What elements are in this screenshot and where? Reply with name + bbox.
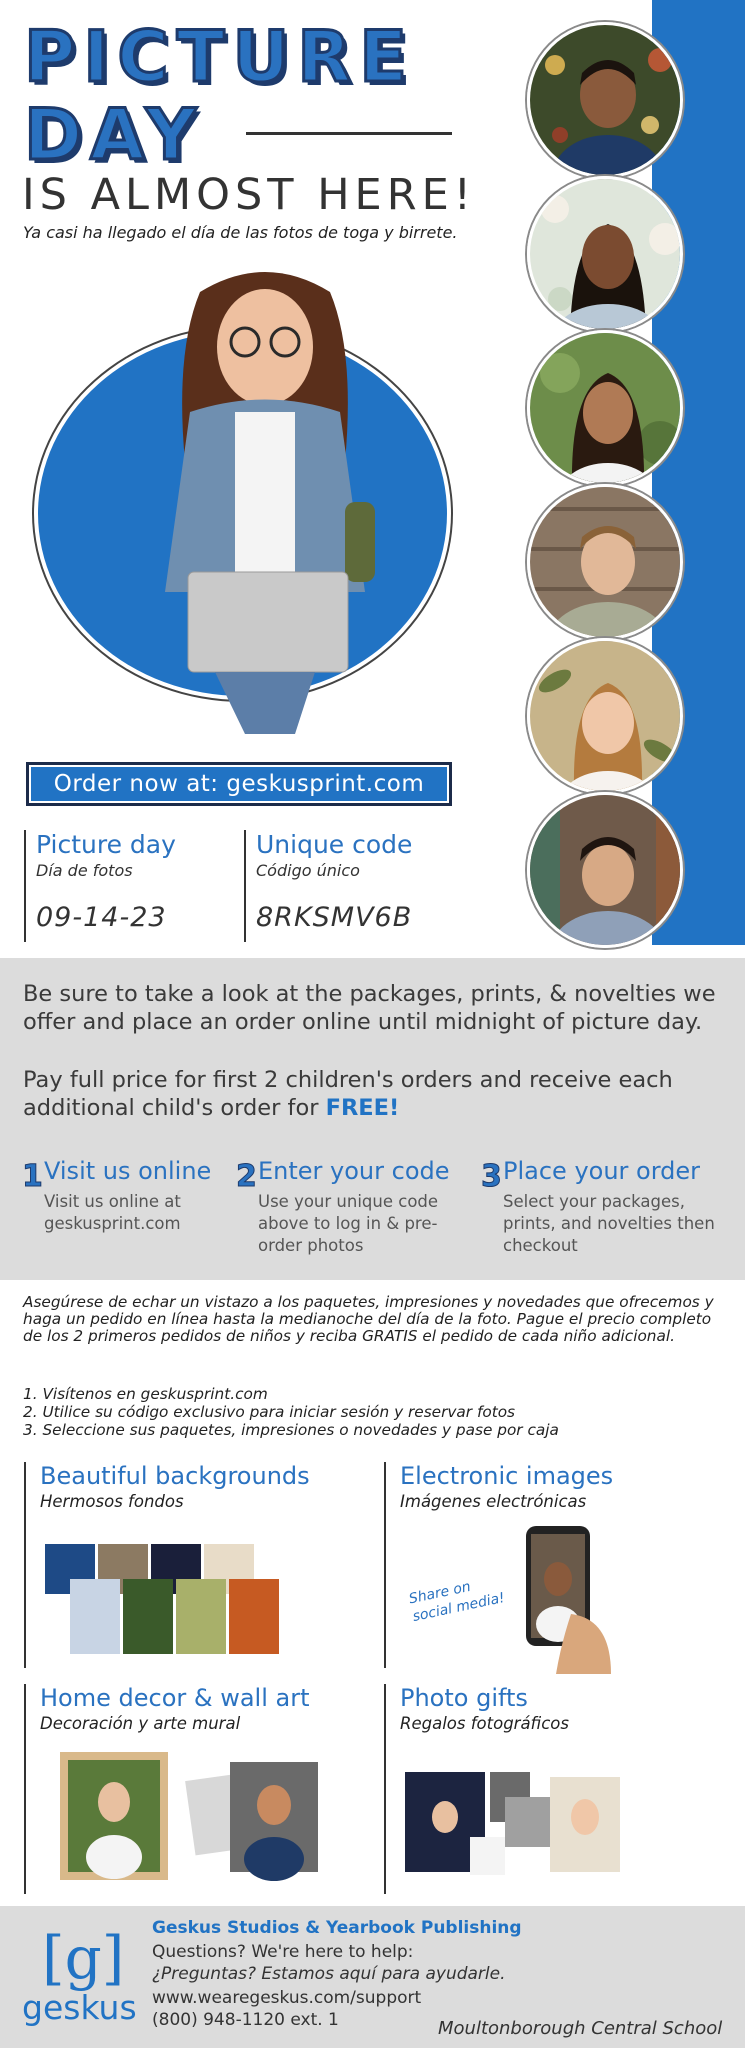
picture-day-block <box>24 830 234 942</box>
step-2-desc: Use your unique code above to log in & pre-order photos <box>258 1192 439 1255</box>
title-divider <box>246 132 452 135</box>
footer-url[interactable]: www.wearegeskus.com/support <box>152 1988 422 2008</box>
feature-home-decor <box>24 1684 364 1894</box>
spanish-paragraph: Asegúrese de echar un vistazo a los paquetes, impresiones y novedades que ofrecemos y haga un pedido en línea hasta la medianoche del día de la foto. Pague el precio completo de los 2 primeros pedidos de niños y reciba GRATIS el pedido de cada niño adicional. <box>23 1293 714 1345</box>
picture-day-label: Picture day <box>36 830 176 859</box>
feature-photo-gifts-title: Photo gifts <box>400 1684 528 1712</box>
footer-phone[interactable]: (800) 948-1120 ext. 1 <box>152 2010 339 2030</box>
free-offer-text: Pay full price for first 2 children's orders and receive each additional child's order for <box>23 1067 673 1121</box>
free-highlight: FREE! <box>325 1095 400 1121</box>
title-picture: PICTURE <box>24 16 416 98</box>
unique-code-label: Unique code <box>256 830 413 859</box>
spanish-step-3: 3. Seleccione sus paquetes, impresiones o novedades y pase por caja <box>23 1421 559 1439</box>
phone-image <box>516 1524 616 1674</box>
footer-questions-es: ¿Preguntas? Estamos aquí para ayudarle. <box>152 1964 506 1984</box>
intro-paragraph: Be sure to take a look at the packages, prints, & novelties we offer and place an order online until midnight of picture day. <box>23 981 716 1035</box>
subtitle-spanish: Ya casi ha llegado el día de las fotos de toga y birrete. <box>23 223 458 242</box>
step-3-title: Place your order <box>503 1157 701 1185</box>
unique-code-value: 8RKSMV6B <box>256 902 413 933</box>
footer-questions: Questions? We're here to help: <box>152 1942 414 1962</box>
spanish-steps-list <box>23 1385 723 1439</box>
feature-home-decor-title: Home decor & wall art <box>40 1684 310 1712</box>
free-offer-paragraph <box>23 1066 735 1122</box>
background-samples-image <box>40 1539 300 1659</box>
unique-code-block <box>244 830 474 942</box>
step-1-desc: Visit us online at geskusprint.com <box>44 1192 181 1233</box>
unique-code-sub: Código único <box>256 861 360 880</box>
order-now-banner[interactable]: Order now at: geskusprint.com <box>26 762 452 806</box>
portrait-boy-plaid <box>527 792 683 948</box>
step-2-number: 2 <box>236 1159 257 1194</box>
share-social-text: Share on social media! <box>407 1578 507 1626</box>
portrait-boy-holiday <box>527 22 683 178</box>
step-2-title: Enter your code <box>258 1157 450 1185</box>
geskus-logo-mark: [g] <box>42 1924 125 1992</box>
spanish-step-2: 2. Utilice su código exclusivo para iniciar sesión y reservar fotos <box>23 1403 516 1421</box>
hero-girl-photo <box>140 262 390 734</box>
photo-gifts-image <box>400 1767 630 1877</box>
feature-electronic <box>384 1462 724 1668</box>
step-3-number: 3 <box>481 1159 502 1194</box>
portrait-girl-leaves <box>527 638 683 794</box>
feature-backgrounds-sub: Hermosos fondos <box>40 1492 184 1511</box>
feature-backgrounds-title: Beautiful backgrounds <box>40 1462 310 1490</box>
step-3-desc: Select your packages, prints, and novelties then checkout <box>503 1192 715 1255</box>
feature-backgrounds <box>24 1462 364 1668</box>
geskus-logo-text: geskus <box>22 1988 137 2027</box>
portrait-boy-wood <box>527 484 683 640</box>
portrait-girl-floral <box>527 176 683 332</box>
picture-day-value: 09-14-23 <box>36 902 167 933</box>
footer <box>0 1906 745 2048</box>
feature-photo-gifts-sub: Regalos fotográficos <box>400 1714 569 1733</box>
footer-school: Moultonborough Central School <box>438 2018 723 2039</box>
spanish-step-1: 1. Visítenos en geskusprint.com <box>23 1385 268 1403</box>
wall-art-image <box>40 1747 340 1887</box>
feature-electronic-title: Electronic images <box>400 1462 614 1490</box>
feature-photo-gifts <box>384 1684 724 1894</box>
step-1-title: Visit us online <box>44 1157 212 1185</box>
footer-company: Geskus Studios & Yearbook Publishing <box>152 1918 522 1938</box>
feature-home-decor-sub: Decoración y arte mural <box>40 1714 241 1733</box>
picture-day-sub: Día de fotos <box>36 861 133 880</box>
title-almost-here: IS ALMOST HERE! <box>22 170 476 220</box>
title-day: DAY <box>24 94 205 176</box>
portrait-girl-green <box>527 330 683 486</box>
step-1-number: 1 <box>22 1159 43 1194</box>
feature-electronic-sub: Imágenes electrónicas <box>400 1492 587 1511</box>
